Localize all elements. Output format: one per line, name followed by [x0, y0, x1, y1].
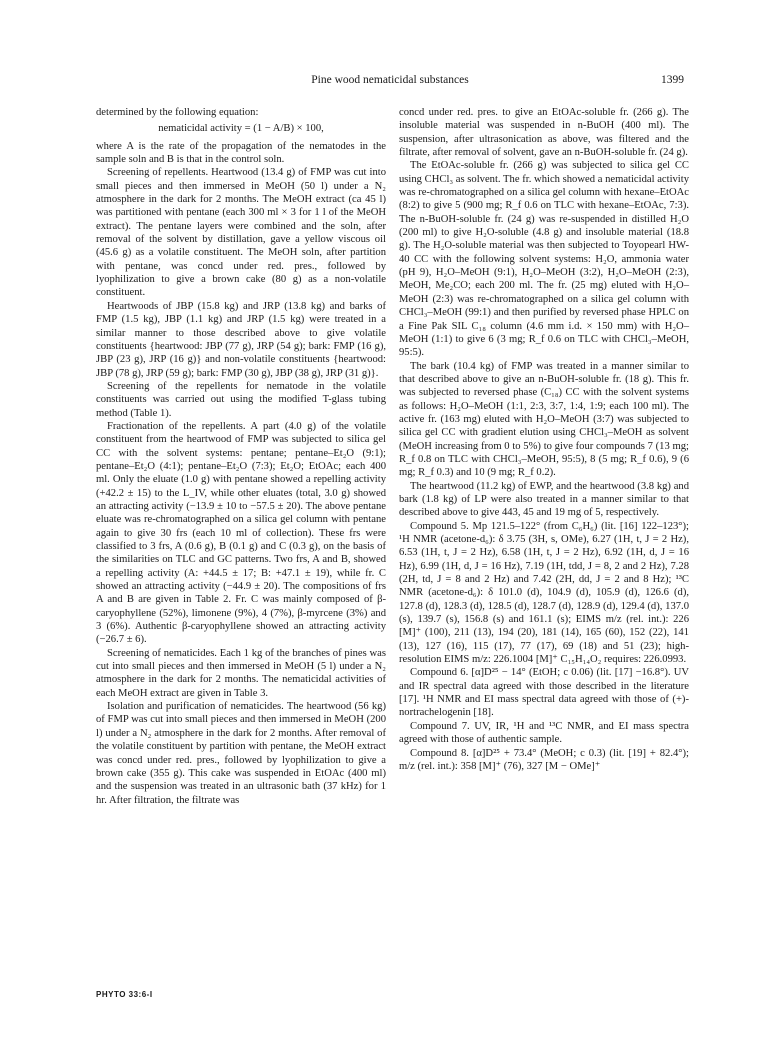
- right-column: [399, 106, 689, 773]
- paragraph-compound-8: Compound 8. [α]D²⁵ + 73.4° (MeOH; c 0.3) (lit. [19] + 82.4°); m/z (rel. int.): 358 [M]⁺ (76), 327 [M − OMe]⁺: [399, 747, 689, 772]
- left-column: [96, 106, 386, 807]
- paragraph: determined by the following equation:: [96, 107, 259, 118]
- paragraph: where A is the rate of the propagation of the nematodes in the sample soln and B is that in the control soln.: [96, 140, 386, 166]
- page-number: 1399: [661, 74, 684, 86]
- running-header: [96, 74, 684, 90]
- paragraph-compound-6: Compound 6. [α]D²⁵ − 14° (EtOH; c 0.06) (lit. [17] −16.8°). UV and IR spectral data agreed with those described in the literature [17]. ¹H NMR and EI mass spectral data agreed with those of (+)-nortrachelogenin [18].: [399, 667, 689, 719]
- paragraph-screening-repellents: Screening of repellents. Heartwood (13.4 g) of FMP was cut into small pieces and then immersed in MeOH (50 l) under a N₂ atmosphere in the dark for 2 months. The MeOH extract (ca 45 l) was partitioned with pentane (each 300 ml × 3 for 1 l of the MeOH extract). The pentane layers were combined and the soln, after removal of the solvent by distillation, gave a yellow viscous oil (45.6 g) as a volatile constituent. The MeOH soln, after partition with pentane, was concd under red. pres., followed by lyophilization to give a brown cake (80 g) as a non-volatile constituent.: [96, 167, 386, 299]
- footer-code: PHYTO 33:6-I: [96, 990, 153, 999]
- paragraph: concd under red. pres. to give an EtOAc-soluble fr. (266 g). The insoluble material was suspended in n-BuOH (400 ml). The suspension, after ultrasonication as above, was filtered and the filtrate, after removal of solvent, gave an n-BuOH-soluble fr. (24 g).: [399, 107, 689, 159]
- running-title: Pine wood nematicidal substances: [311, 74, 469, 86]
- paragraph: The EtOAc-soluble fr. (266 g) was subjected to silica gel CC using CHCl₃ as solvent. The fr. which showed a nematicidal activity was re-chromatographed on a silica gel column with hexane–EtOAc (8:2) to give 5 (900 mg; R_f 0.6 on TLC with hexane–EtOAc, 7:3). The n-BuOH-soluble fr. (24 g) was re-suspended in distilled H₂O (200 ml) to give H₂O-soluble (4.8 g) and insoluble material (18.8 g). The H₂O-soluble material was then subjected to Toyopearl HW-40 CC with the following solvent systems: H₂O, ammonia water (pH 9), H₂O–MeOH (9:1), H₂O–MeOH (3:2), H₂O–MeOH (2:3), MeOH, Me₂CO; each 200 ml. The fr. (25 mg) eluted with H₂O–MeOH (2:3) was re-chromatographed on a silica gel column with CHCl₃–MeOH (99:1) and then purified by reversed phase HPLC on a Fine Pak SIL C₁₈ column (4.6 mm i.d. × 150 mm) with H₂O–MeOH (1:1) to give 6 (3 mg; R_f 0.6 on TLC with CHCl₃–MeOH, 95:5).: [399, 160, 689, 359]
- paragraph: Heartwoods of JBP (15.8 kg) and JRP (13.8 kg) and barks of FMP (1.5 kg), JBP (1.1 kg) and JRP (1.5 kg) were treated in a similar manner to those described above to give volatile constituents {heartwood: JBP (77 g), JRP (54 g); bark: FMP (16 g), JBP (23 g), JRP (16 g)} and non-volatile constituents {heartwood: JBP (78 g), JRP (59 g); bark: FMP (30 g), JBP (38 g), JRP (31 g)}.: [96, 300, 386, 379]
- paragraph: Screening of the repellents for nematode in the volatile constituents was carried out using the modified T-glass tubing method (Table 1).: [96, 380, 386, 419]
- paragraph: The heartwood (11.2 kg) of EWP, and the heartwood (3.8 kg) and bark (1.8 kg) of LP were also treated in a manner similar to that described above to give 443, 45 and 19 mg of 5, respectively.: [399, 480, 689, 519]
- paragraph-isolation: Isolation and purification of nematicides. The heartwood (56 kg) of FMP was cut into small pieces and then immersed in MeOH (200 l) under a N₂ atmosphere in the dark for 2 months. After removal of the volatile constituent by partition with pentane, the MeOH extract was concd under red. pres., followed by lyophilization to give a brown cake (355 g). This cake was suspended in EtOAc (400 ml) and the suspension was treated in an ultrasonic bath (37 kHz) for 1 hr. After filtration, the filtrate was: [96, 701, 386, 806]
- equation: nematicidal activity = (1 − A/B) × 100,: [158, 123, 324, 135]
- paragraph-compound-5: Compound 5. Mp 121.5–122° (from C₆H₆) (lit. [16] 122–123°); ¹H NMR (acetone-d₆): δ 3.75 (3H, s, OMe), 6.27 (1H, t, J = 2 Hz), 6.53 (1H, t, J = 2 Hz), 6.58 (1H, t, J = 2 Hz), 6.92 (1H, d, J = 16 Hz), 6.99 (1H, d, J = 16 Hz), 7.19 (1H, tdd, J = 8, 2 and 2 Hz), 7.28 (2H, td, J = 8 and 2 Hz) and 7.42 (2H, dd, J = 2 and 8 Hz); ¹³C NMR (acetone-d₆): δ 101.0 (d), 104.9 (d), 105.9 (d), 126.6 (d), 127.8 (d), 128.3 (d), 128.5 (d), 128.7 (d), 128.9 (d), 129.4 (d), 137.0 (s), 139.7 (s), 156.8 (s) and 161.1 (s); EIMS m/z (rel. int.): 226 [M]⁺ (100), 211 (13), 194 (20), 181 (14), 165 (60), 152 (22), 141 (13), 127 (16), 115 (17), 77 (17), 69 (18) and 51 (23); high-resolution EIMS m/z: 226.1004 [M]⁺ C₁₅H₁₄O₂ requires: 226.0993.: [399, 520, 689, 666]
- paragraph-compound-7: Compound 7. UV, IR, ¹H and ¹³C NMR, and EI mass spectra agreed with those of authentic sample.: [399, 720, 689, 746]
- paragraph-fractionation: Fractionation of the repellents. A part (4.0 g) of the volatile constituent from the heartwood of FMP was subjected to silica gel CC with the solvent systems: pentane; pentane–Et₂O (9:1); pentane–Et₂O (4:1); pentane–Et₂O (7:3); Et₂O; EtOAc; each 400 ml. Only the eluate (1.0 g) with pentane showed a repelling activity (+42.2 ± 15) to the L_IV, while other eluates (total, 3.0 g) showed an attracting activity (−13.9 ± 10 to −57.5 ± 20). The above pentane eluate was re-chromatographed on a silica gel column with pentane again to give 30 frs (each 10 ml of collection). These frs were classified to 3 frs, A (0.6 g), B (0.1 g) and C (0.3 g), on the basis of the similarities on TLC and GC patterns. Two frs, A and B, showed a repelling activity (A: +44.5 ± 17; B: +47.1 ± 19), while fr. C showed an attracting activity (−44.9 ± 20). The compositions of frs A and B are given in Table 2. Fr. C was mainly composed of β-caryophyllene (52%), limonene (9%), 4 (7%), β-myrcene (3%) and 3 (6%). Authentic β-caryophyllene showed an attracting activity (−26.7 ± 6).: [96, 420, 386, 646]
- paragraph-screening-nematicides: Screening of nematicides. Each 1 kg of the branches of pines was cut into small pieces and then immersed in MeOH (5 l) under a N₂ atmosphere in the dark for 2 months. The nematicidal activities of each MeOH extract are given in Table 3.: [96, 647, 386, 699]
- paragraph: The bark (10.4 kg) of FMP was treated in a manner similar to that described above to give an n-BuOH-soluble fr. (18 g). This fr. was subjected to reversed phase (C₁₈) CC with the solvent systems as follows: H₂O–MeOH (1:1, 2:3, 3:7, 1:4, 1:9; each 100 ml). The active fr. (163 mg) eluted with H₂O–MeOH (3:7) was subjected to silica gel CC with gradient elution using CHCl₃–MeOH as solvent (MeOH increasing from 0 to 5%) to give four compounds 7 (13 mg; R_f 0.8 on TLC with CHCl₃–MeOH, 95:5), 8 (5 mg; R_f 0.6), 9 (6 mg; R_f 0.3) and 10 (9 mg; R_f 0.2).: [399, 360, 689, 479]
